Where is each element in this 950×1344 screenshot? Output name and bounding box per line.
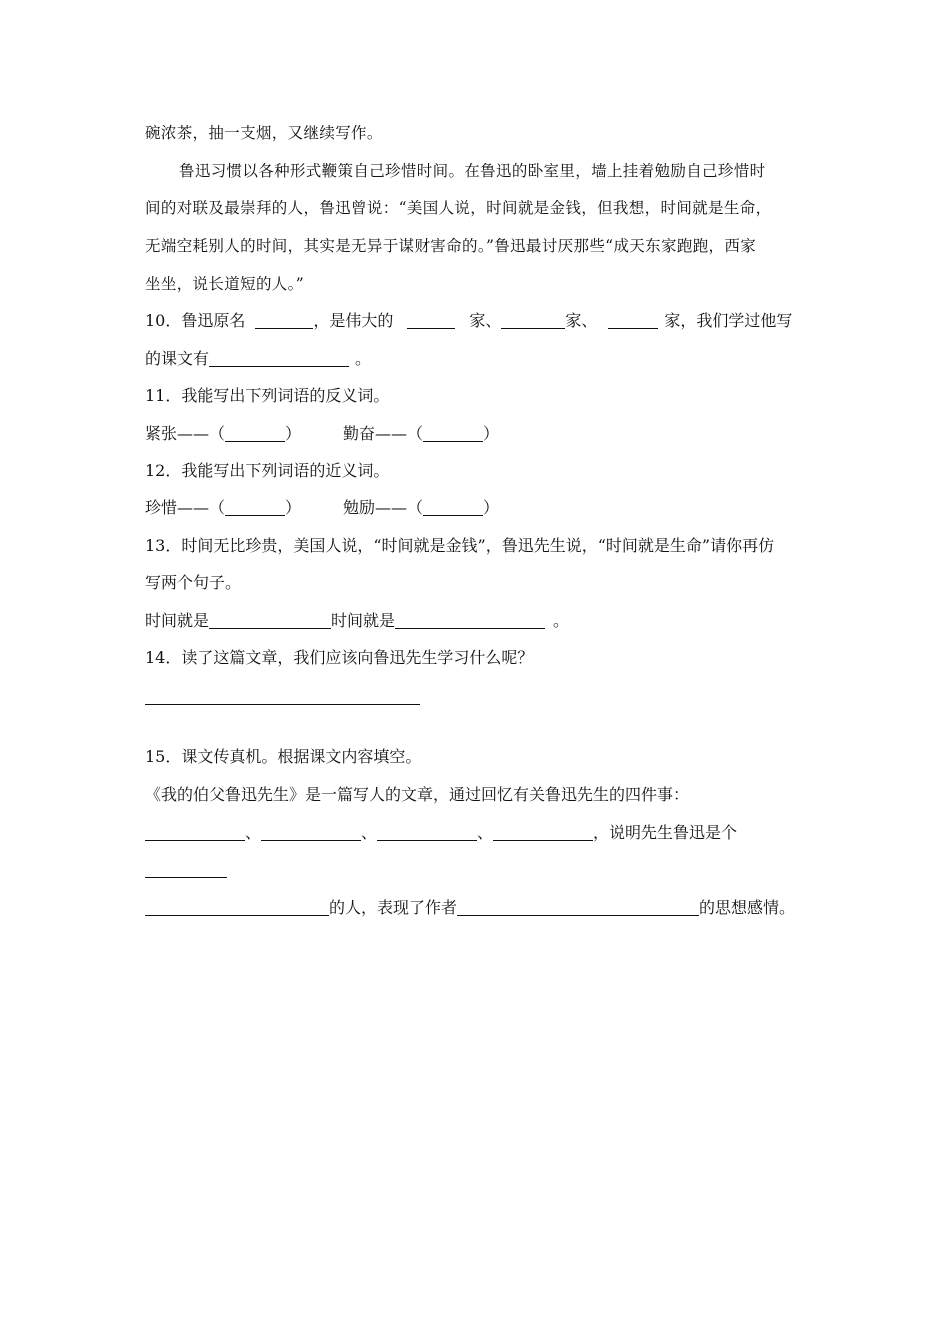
q10-blank-role-3[interactable] (608, 312, 658, 329)
question-10-line-1 (145, 310, 792, 332)
q10-text-c: 家、 (469, 311, 502, 330)
passage-line-2: 鲁迅习惯以各种形式鞭策自己珍惜时间。在鲁迅的卧室里，墙上挂着勉励自己珍惜时 (179, 162, 766, 180)
question-15-line-1: 《我的伯父鲁迅先生》是一篇写人的文章，通过回忆有关鲁迅先生的四件事： (145, 785, 690, 804)
q12-close-2: ） (483, 498, 500, 517)
q15-blank-character-2[interactable] (145, 899, 329, 916)
q10-text-a: 10．鲁迅原名 (145, 311, 246, 330)
q13-blank-1[interactable] (209, 612, 331, 629)
question-13-line-2: 写两个句子。 (145, 573, 242, 592)
question-13-line-1: 13．时间无比珍贵，美国人说，“时间就是金钱”，鲁迅先生说，“时间就是生命”请你再仿 (145, 536, 775, 555)
q13-blank-2[interactable] (395, 612, 545, 629)
q10-text-b: ，是伟大的 (313, 311, 394, 330)
question-14-prompt: 14．读了这篇文章，我们应该向鲁迅先生学习什么呢？ (145, 648, 534, 667)
q15-blank-event-3[interactable] (377, 824, 477, 841)
question-15-last-line (145, 897, 795, 919)
q15-end: 的思想感情。 (699, 898, 796, 917)
q11-close-1: ） (285, 424, 302, 443)
q15-tail: ，说明先生鲁迅是个 (593, 823, 738, 842)
passage-line-4: 无端空耗别人的时间，其实是无异于谋财害命的。”鲁迅最讨厌那些“成天东家跑跑，西家 (145, 237, 757, 255)
question-11-items (145, 423, 499, 445)
passage-line-5: 坐坐，说长道短的人。” (145, 275, 305, 293)
q15-mid: 的人，表现了作者 (329, 898, 458, 917)
q11-blank-1[interactable] (225, 425, 285, 442)
q15-sep-2: 、 (361, 823, 378, 842)
q12-word-2: 勉励——（ (343, 498, 424, 517)
passage-line-3: 间的对联及最崇拜的人，鲁迅曾说：“美国人说，时间就是金钱，但我想，时间就是生命， (145, 199, 772, 217)
question-11-prompt: 11．我能写出下列词语的反义词。 (145, 386, 390, 405)
q15-blank-event-1[interactable] (145, 824, 245, 841)
q15-blank-event-4[interactable] (493, 824, 593, 841)
q13-sentence-2-start: 时间就是 (331, 611, 396, 630)
q10-text-e: 家，我们学过他写 (664, 311, 793, 330)
question-10-line-2 (145, 348, 371, 370)
q15-blank-feelings[interactable] (457, 899, 699, 916)
q12-word-1: 珍惜——（ (145, 498, 226, 517)
q11-word-1: 紧张——（ (145, 424, 226, 443)
q15-sep-3: 、 (477, 823, 494, 842)
q11-blank-2[interactable] (423, 425, 483, 442)
q12-blank-1[interactable] (225, 499, 285, 516)
question-13-sentences (145, 610, 569, 632)
q15-blank-character-1[interactable] (145, 877, 227, 878)
question-12-items (145, 497, 499, 519)
q10-blank-role-2[interactable] (501, 312, 565, 329)
q10-blank-original-name[interactable] (255, 312, 313, 329)
q10-text-g: 。 (355, 349, 372, 368)
q11-close-2: ） (483, 424, 500, 443)
question-15-events-line (145, 822, 737, 844)
q10-blank-role-1[interactable] (407, 312, 455, 329)
passage-line-1: 碗浓茶，抽一支烟，又继续写作。 (145, 124, 383, 142)
q12-blank-2[interactable] (423, 499, 483, 516)
q10-text-d: 家、 (565, 311, 598, 330)
q13-sentence-1-start: 时间就是 (145, 611, 210, 630)
q10-blank-texts[interactable] (209, 350, 349, 367)
question-12-prompt: 12．我能写出下列词语的近义词。 (145, 461, 390, 480)
q10-text-f: 的课文有 (145, 349, 210, 368)
q15-sep-1: 、 (245, 823, 262, 842)
q12-close-1: ） (285, 498, 302, 517)
q15-blank-event-2[interactable] (261, 824, 361, 841)
question-15-prompt: 15．课文传真机。根据课文内容填空。 (145, 747, 422, 766)
q11-word-2: 勤奋——（ (343, 424, 424, 443)
q14-answer-line[interactable] (145, 704, 420, 705)
q13-end: 。 (553, 611, 570, 630)
